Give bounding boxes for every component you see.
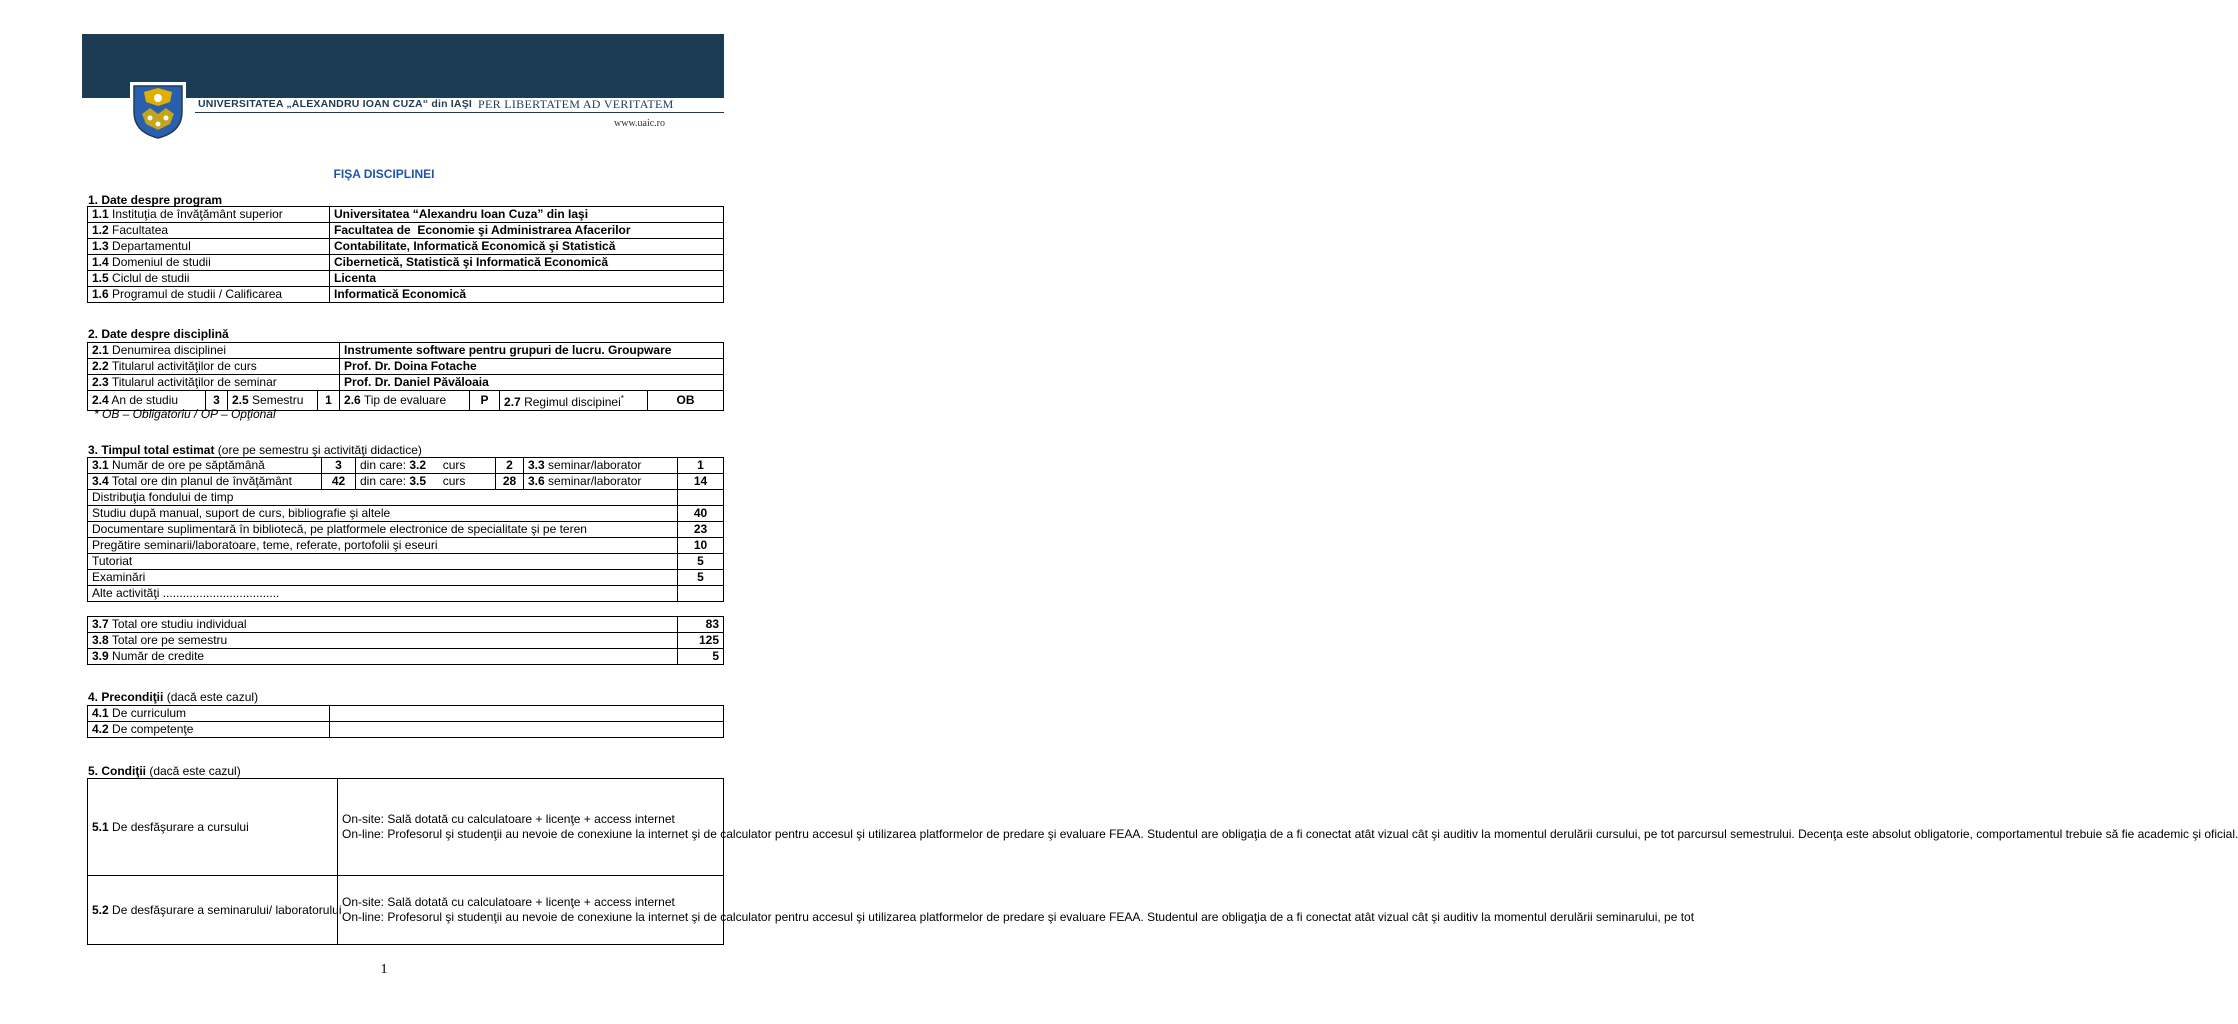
table-row: 5.1 De desfăşurare a cursului On-site: Sală dotată cu calculatoare + licenţe + access internet On-line: Profesorul şi studenţii au nevoie de conexiune la internet şi de calculator pentru accesul şi utilizarea platformelor de predare şi evaluare FEAA. Studentul are obligaţia de a fi conectat atât vizual cât şi auditiv la momentul derulării cursului, pe tot parcursul semestrului. Decenţa este absolut obligatorie, comportamentul trebuie să fie academic şi oficial. <box>88 779 724 876</box>
table-row: 4.2 De competenţe <box>88 722 724 738</box>
table-row: 4.1 De curriculum <box>88 706 724 722</box>
cell-value: Prof. Dr. Daniel Păvăloaia <box>340 375 724 391</box>
table-row: Alte activităţi ................................... <box>88 586 724 602</box>
university-motto: PER LIBERTATEM AD VERITATEM <box>478 97 674 111</box>
cell-value: Cibernetică, Statistică şi Informatică Economică <box>330 255 724 271</box>
table-row: 1.3 Departamentul Contabilitate, Informatică Economică şi Statistică <box>88 239 724 255</box>
section-5-heading: 5. Condiţii (dacă este cazul) <box>88 764 241 778</box>
header-rule <box>195 112 724 113</box>
preconditions-table <box>87 705 724 738</box>
table-row: 1.6 Programul de studii / Calificarea Informatică Economică <box>88 287 724 303</box>
section-1-heading: 1. Date despre program <box>88 193 223 207</box>
page-number: 1 <box>380 962 388 977</box>
cell-value: Facultatea de Economie şi Administrarea Afacerilor <box>330 223 724 239</box>
cell-value: Prof. Dr. Doina Fotache <box>340 359 724 375</box>
table-row: Distribuţia fondului de timp <box>88 490 724 506</box>
cell-value: Contabilitate, Informatică Economică şi Statistică <box>330 239 724 255</box>
website-link[interactable]: www.uaic.ro <box>614 118 666 129</box>
table-row: 1.1 Instituţia de învăţământ superior Universitatea “Alexandru Ioan Cuza” din Iaşi <box>88 207 724 223</box>
table-row: 1.4 Domeniul de studii Cibernetică, Statistică şi Informatică Economică <box>88 255 724 271</box>
section-3-heading: 3. Timpul total estimat (ore pe semestru şi activităţi didactice) <box>88 443 422 457</box>
totals-table <box>87 616 724 665</box>
document-title: FIŞA DISCIPLINEI <box>333 167 435 181</box>
university-crest-icon <box>130 82 186 140</box>
table-row: Tutoriat 5 <box>88 554 724 570</box>
table-row: 5.2 De desfăşurare a seminarului/ laboratorului On-site: Sală dotată cu calculatoare + licenţe + access internet On-line: Profesorul şi studenţii au nevoie de conexiune la internet şi de calculator pentru accesul şi utilizarea platformelor de predare şi evaluare FEAA. Studentul are obligaţia de a fi conectat atât vizual cât şi auditiv la momentul derulării seminarului, pe tot <box>88 876 724 945</box>
table-row: 2.4 An de studiu 3 2.5 Semestru 1 2.6 Tip de evaluare P 2.7 Regimul discipinei* OB <box>88 391 724 411</box>
section-2-heading: 2. Date despre disciplină <box>88 327 229 341</box>
time-table <box>87 457 724 602</box>
cell-value: Universitatea “Alexandru Ioan Cuza” din Iaşi <box>330 207 724 223</box>
cell-value: Informatică Economică <box>330 287 724 303</box>
table-row: 3.1 Număr de ore pe săptămână 3 din care: 3.2 curs 2 3.3 seminar/laborator 1 <box>88 458 724 474</box>
cell-value: Instrumente software pentru grupuri de lucru. Groupware <box>340 343 724 359</box>
table-row: Studiu după manual, suport de curs, bibliografie şi altele 40 <box>88 506 724 522</box>
discipline-table <box>87 342 724 411</box>
table-row: 3.8 Total ore pe semestru 125 <box>88 633 724 649</box>
table-row: 3.7 Total ore studiu individual 83 <box>88 617 724 633</box>
table-row: 2.2 Titularul activităţilor de curs Prof. Dr. Doina Fotache <box>88 359 724 375</box>
table-row: 3.4 Total ore din planul de învăţământ 42 din care: 3.5 curs 28 3.6 seminar/laborator 14 <box>88 474 724 490</box>
table-row: Pregătire seminarii/laboratoare, teme, referate, portofolii şi eseuri 10 <box>88 538 724 554</box>
conditions-table <box>87 778 2238 945</box>
table-row: 3.9 Număr de credite 5 <box>88 649 724 665</box>
table-row: 1.5 Ciclul de studii Licenta <box>88 271 724 287</box>
program-table <box>87 206 724 303</box>
table-row: Examinări 5 <box>88 570 724 586</box>
university-name: UNIVERSITATEA „ALEXANDRU IOAN CUZA“ din IAŞI <box>198 98 473 110</box>
section-4-heading: 4. Precondiţii (dacă este cazul) <box>88 690 259 704</box>
cell-value: Licenta <box>330 271 724 287</box>
table-row: Documentare suplimentară în bibliotecă, pe platformele electronice de specialitate şi pe teren 23 <box>88 522 724 538</box>
evaluation-note: * OB – Obligatoriu / OP – Opţional <box>94 407 276 421</box>
table-row: 2.3 Titularul activităţilor de seminar Prof. Dr. Daniel Păvăloaia <box>88 375 724 391</box>
table-row: 2.1 Denumirea disciplinei Instrumente software pentru grupuri de lucru. Groupware <box>88 343 724 359</box>
table-row: 1.2 Facultatea Facultatea de Economie şi Administrarea Afacerilor <box>88 223 724 239</box>
